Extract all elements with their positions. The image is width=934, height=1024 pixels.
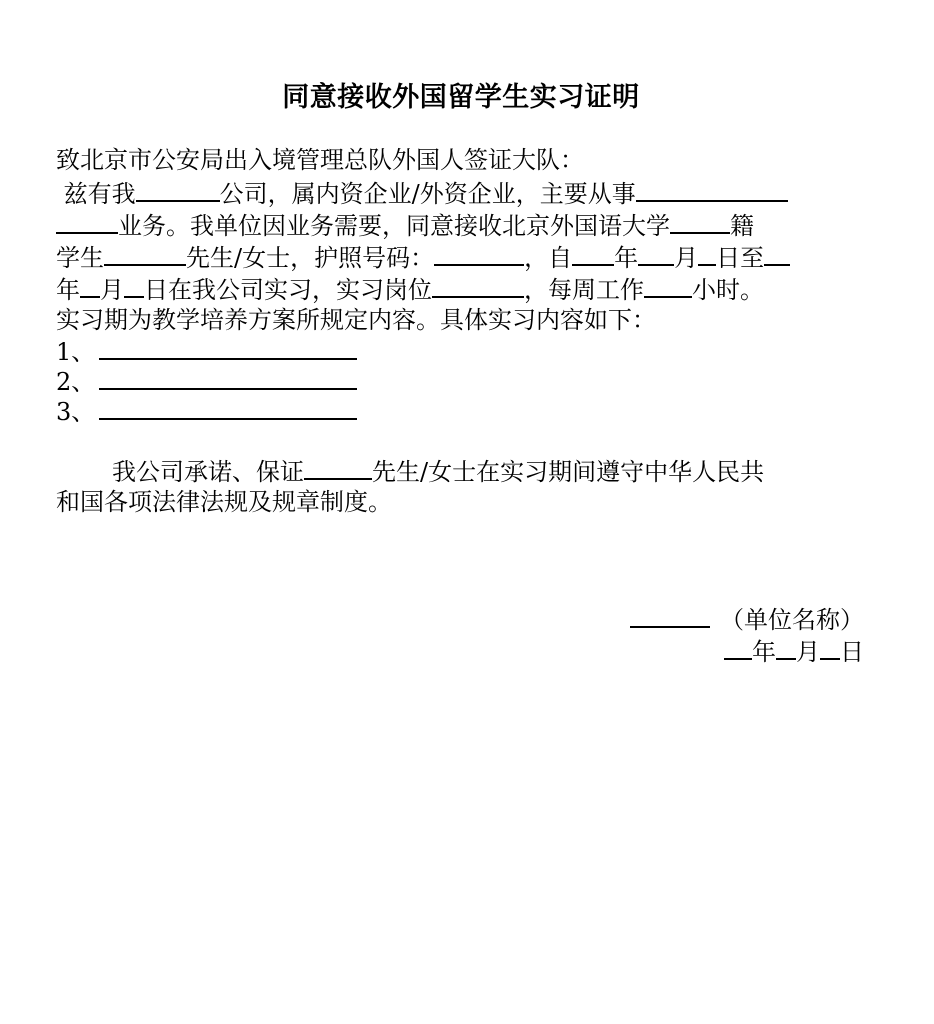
text: 籍 (730, 212, 754, 240)
list-number: 1、 (56, 338, 96, 366)
blank-unit-name (630, 602, 710, 628)
paragraph-line-4 (56, 272, 866, 304)
blank-end-day (124, 272, 144, 298)
signature-date (724, 634, 864, 666)
text: 先生/女士在实习期间遵守中华人民共 (372, 458, 765, 486)
signature-unit (630, 602, 864, 634)
document-title: 同意接收外国留学生实习证明 (282, 82, 640, 113)
blank-sign-year (724, 634, 752, 660)
text: ，自 (524, 244, 573, 272)
text: 公司，属内资企业/外资企业，主要从事 (219, 180, 636, 208)
blank-start-day (698, 240, 716, 266)
text-segment (56, 176, 788, 208)
text: 先生/女士，护照号码： (186, 244, 435, 272)
text: 日 (840, 638, 864, 666)
list-number: 2、 (56, 368, 96, 396)
blank-hours (644, 272, 692, 298)
blank-business (636, 176, 788, 202)
paragraph-line-5: 实习期为教学培养方案所规定内容。具体实习内容如下： (56, 306, 656, 334)
text: 日在我公司实习，实习岗位 (144, 276, 432, 304)
text: 月 (674, 244, 699, 272)
promise-line-1 (56, 454, 866, 486)
text: 月 (796, 638, 820, 666)
text: 我公司承诺、保证 (112, 458, 304, 486)
paragraph-line-1 (56, 176, 866, 208)
blank-item-2 (99, 366, 357, 390)
list-item-3 (56, 396, 357, 428)
blank-sign-month (776, 634, 796, 660)
blank-end-year (764, 240, 790, 266)
blank-item-3 (99, 396, 357, 420)
text: 兹有我 (63, 180, 136, 208)
text: 月 (100, 276, 124, 304)
unit-label: （单位名称） (720, 606, 864, 634)
text: 业务。我单位因业务需要，同意接收北京外国语大学 (118, 212, 670, 240)
blank-item-1 (99, 336, 357, 360)
text: 年 (614, 244, 639, 272)
blank-student-name-2 (304, 454, 372, 480)
blank-passport-number (434, 240, 524, 266)
text: 学生 (56, 244, 104, 272)
list-number: 3、 (56, 398, 96, 426)
blank-company (136, 176, 220, 202)
text: 小时。 (692, 276, 764, 304)
text: 年 (752, 638, 776, 666)
blank-business-cont (56, 208, 118, 234)
promise-line-2: 和国各项法律法规及规章制度。 (56, 488, 392, 516)
blank-start-year (572, 240, 614, 266)
blank-position (432, 272, 524, 298)
blank-sign-day (820, 634, 840, 660)
text: ，每周工作 (524, 276, 644, 304)
text: 日至 (716, 244, 765, 272)
blank-end-month (80, 272, 100, 298)
paragraph-line-3 (56, 240, 866, 272)
text: 年 (56, 276, 80, 304)
list-item-2 (56, 366, 357, 398)
salutation: 致北京市公安局出入境管理总队外国人签证大队： (56, 146, 584, 174)
blank-student-name (104, 240, 186, 266)
blank-start-month (638, 240, 674, 266)
paragraph-line-2 (56, 208, 866, 240)
list-item-1 (56, 336, 357, 368)
blank-nationality (670, 208, 730, 234)
